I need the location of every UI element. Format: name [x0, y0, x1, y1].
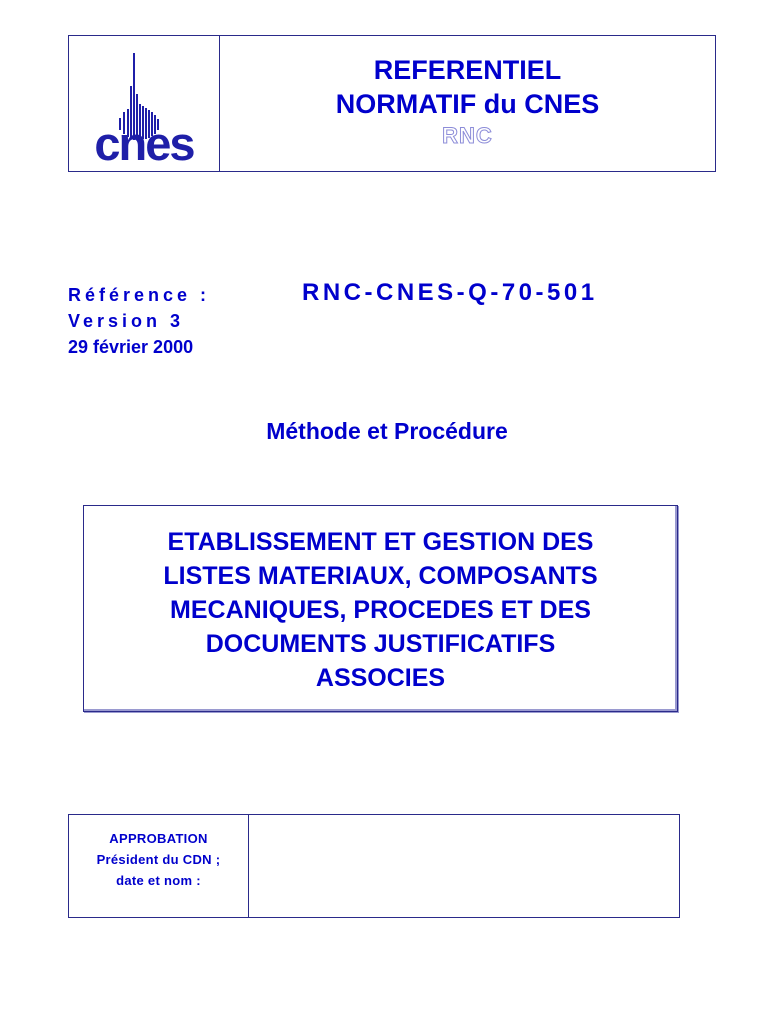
- title-cell: [220, 36, 715, 171]
- title-line-1: REFERENTIEL: [373, 55, 562, 85]
- title-line-3: RNC: [442, 123, 493, 148]
- document-type-text: Méthode et Procédure: [266, 418, 508, 444]
- logo-cell: [69, 36, 220, 171]
- cnes-logo: [69, 36, 219, 172]
- subject-line-5: ASSOCIES: [315, 664, 446, 692]
- subject-line-1: ETABLISSEMENT ET GESTION DES: [167, 528, 594, 556]
- reference-label: Référence :: [68, 285, 211, 305]
- title-line-2: NORMATIF du CNES: [335, 89, 600, 119]
- header-table: [68, 35, 716, 172]
- approval-signature-field[interactable]: [249, 815, 679, 917]
- subject-line-2: LISTES MATERIAUX, COMPOSANTS: [163, 562, 598, 590]
- version-label: Version 3: [68, 311, 185, 331]
- reference-code: RNC-CNES-Q-70-501: [302, 279, 598, 306]
- subject-line-3: MECANIQUES, PROCEDES ET DES: [170, 596, 591, 624]
- approval-president: Président du CDN ;: [96, 852, 221, 867]
- approval-table: [68, 814, 680, 918]
- document-type: [0, 418, 770, 445]
- approval-label-cell: [69, 815, 249, 917]
- logo-wordmark: cnes: [94, 117, 194, 170]
- reference-block: [68, 282, 210, 360]
- approval-title: APPROBATION: [109, 831, 208, 846]
- subject-line-4: DOCUMENTS JUSTIFICATIFS: [205, 630, 556, 658]
- subject-box: [83, 505, 678, 712]
- approval-date-name: date et nom :: [116, 873, 201, 888]
- date-label: 29 février 2000: [68, 337, 194, 357]
